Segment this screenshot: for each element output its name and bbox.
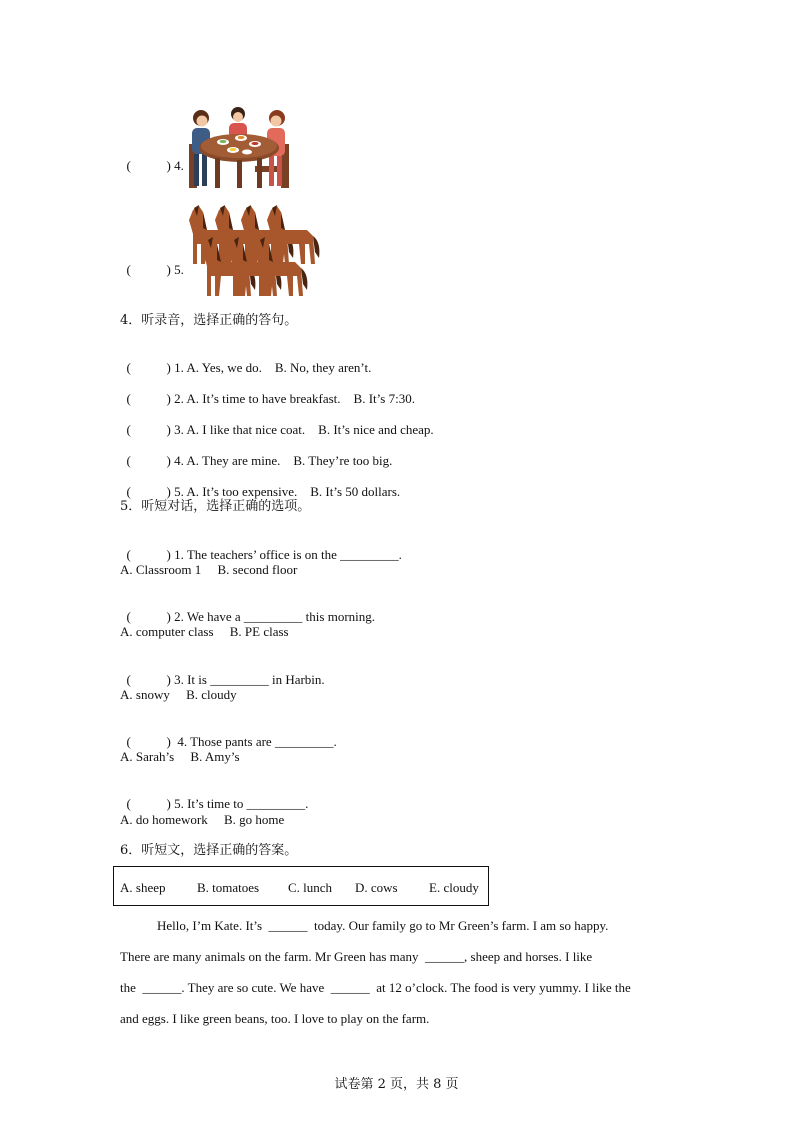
dining-table-picture <box>185 104 293 192</box>
section4-item-3: ( ) 3. A. I like that nice coat. B. It’s nice and cheap. <box>126 422 434 437</box>
passage-line-4: and eggs. I like green beans, too. I love to play on the farm. <box>120 1011 430 1026</box>
section5-question-4: ( ) 4. Those pants are _________. <box>126 734 337 749</box>
answer-paren-open: ( <box>126 262 131 277</box>
option-b: B. It’s nice and cheap. <box>318 422 434 437</box>
horses-picture <box>185 204 325 302</box>
section5-options-3: A. snowy B. cloudy <box>120 687 237 702</box>
section4-item-2: ( ) 2. A. It’s time to have breakfast. B. It’s 7:30. <box>126 391 415 406</box>
section5-options-2: A. computer class B. PE class <box>120 624 289 639</box>
section5-options-1: A. Classroom 1 B. second floor <box>120 562 298 577</box>
passage-line-1: Hello, I’m Kate. It’s ______ today. Our family go to Mr Green’s farm. I am so happy. <box>157 918 609 933</box>
word-bank-option: E. cloudy <box>429 880 479 895</box>
passage-line-2: There are many animals on the farm. Mr Green has many ______, sheep and horses. I like <box>120 949 593 964</box>
option-b: B. They’re too big. <box>293 453 393 468</box>
page-footer: 试卷第 2 页，共 8 页 <box>334 1077 459 1092</box>
section5-question-5: ( ) 5. It’s time to _________. <box>126 796 309 811</box>
word-bank-option: C. lunch <box>288 880 333 895</box>
answer-paren-close: ) <box>166 262 171 277</box>
item-number: 5. <box>174 262 184 277</box>
option-a: A. It’s time to have breakfast. <box>186 391 341 406</box>
option-a: A. They are mine. <box>186 453 281 468</box>
option-a: A. I like that nice coat. <box>186 422 306 437</box>
section5-question-3: ( ) 3. It is _________ in Harbin. <box>126 672 325 687</box>
word-bank-option: B. tomatoes <box>197 880 260 895</box>
option-a: A. It’s too expensive. <box>186 484 298 499</box>
section5-options-4: A. Sarah’s B. Amy’s <box>120 749 240 764</box>
section5-heading: 5．听短对话，选择正确的选项。 <box>120 499 311 514</box>
section4-item-1: ( ) 1. A. Yes, we do. B. No, they aren’t. <box>126 360 372 375</box>
option-b: B. It’s 7:30. <box>353 391 415 406</box>
item-number: 4. <box>174 158 184 173</box>
section5-question-1: ( ) 1. The teachers’ office is on the _________. <box>126 547 402 562</box>
q3-item-4 <box>120 142 184 174</box>
option-a: A. Yes, we do. <box>186 360 262 375</box>
section6-heading: 6．听短文，选择正确的答案。 <box>120 843 298 858</box>
answer-paren-open: ( <box>126 158 131 173</box>
q3-item-5 <box>120 246 184 278</box>
passage-line-3: the ______. They are so cute. We have ______ at 12 o’clock. The food is very yummy. I like the <box>120 980 631 995</box>
section4-item-4: ( ) 4. A. They are mine. B. They’re too big. <box>126 453 393 468</box>
section5-question-2: ( ) 2. We have a _________ this morning. <box>126 609 376 624</box>
section4-item-5: ( ) 5. A. It’s too expensive. B. It’s 50 dollars. <box>126 484 401 499</box>
section5-options-5: A. do homework B. go home <box>120 812 285 827</box>
option-b: B. No, they aren’t. <box>274 360 372 375</box>
word-bank-option: A. sheep <box>120 880 166 895</box>
answer-paren-close: ) <box>166 158 171 173</box>
section4-heading: 4．听录音，选择正确的答句。 <box>120 313 298 328</box>
word-bank-option: D. cows <box>355 880 398 895</box>
option-b: B. It’s 50 dollars. <box>310 484 401 499</box>
word-bank-box <box>113 866 489 906</box>
